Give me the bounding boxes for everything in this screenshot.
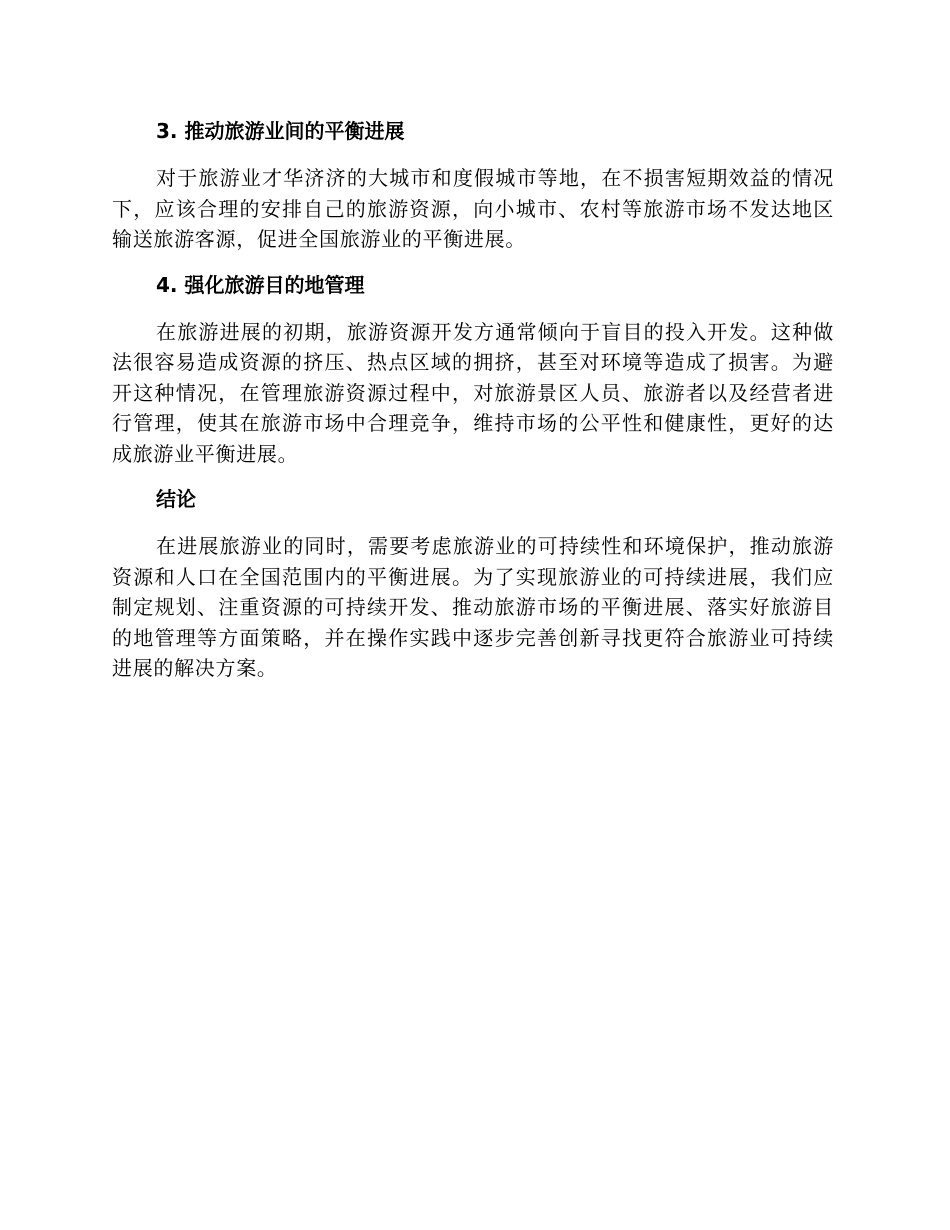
section-paragraph-balance: 对于旅游业才华济济的大城市和度假城市等地，在不损害短期效益的情况下，应该合理的安排自己的旅游资源，向小城市、农村等旅游市场不发达地区输送旅游客源，促进全国旅游业的平衡进展。 (112, 166, 834, 251)
section-paragraph-conclusion: 在进展旅游业的同时，需要考虑旅游业的可持续性和环境保护，推动旅游资源和人口在全国范围内的平衡进展。为了实现旅游业的可持续进展，我们应制定规划、注重资源的可持续开发、推动旅游市场的平衡进展、落实好旅游目的地管理等方面策略，并在操作实践中逐步完善创新寻找更符合旅游业可持续进展的解决方案。 (112, 534, 834, 680)
section-heading-balance: 3. 推动旅游业间的平衡进展 (156, 119, 405, 143)
section-heading-conclusion: 结论 (156, 487, 196, 511)
section-heading-destination-management: 4. 强化旅游目的地管理 (156, 272, 365, 297)
section-paragraph-destination-management: 在旅游进展的初期，旅游资源开发方通常倾向于盲目的投入开发。这种做法很容易造成资源的挤压、热点区域的拥挤，甚至对环境等造成了损害。为避开这种情况，在管理旅游资源过程中，对旅游景区人员、旅游者以及经营者进行管理，使其在旅游市场中合理竞争，维持市场的公平性和健康性，更好的达成旅游业平衡进展。 (112, 319, 834, 466)
document-body (112, 112, 834, 684)
